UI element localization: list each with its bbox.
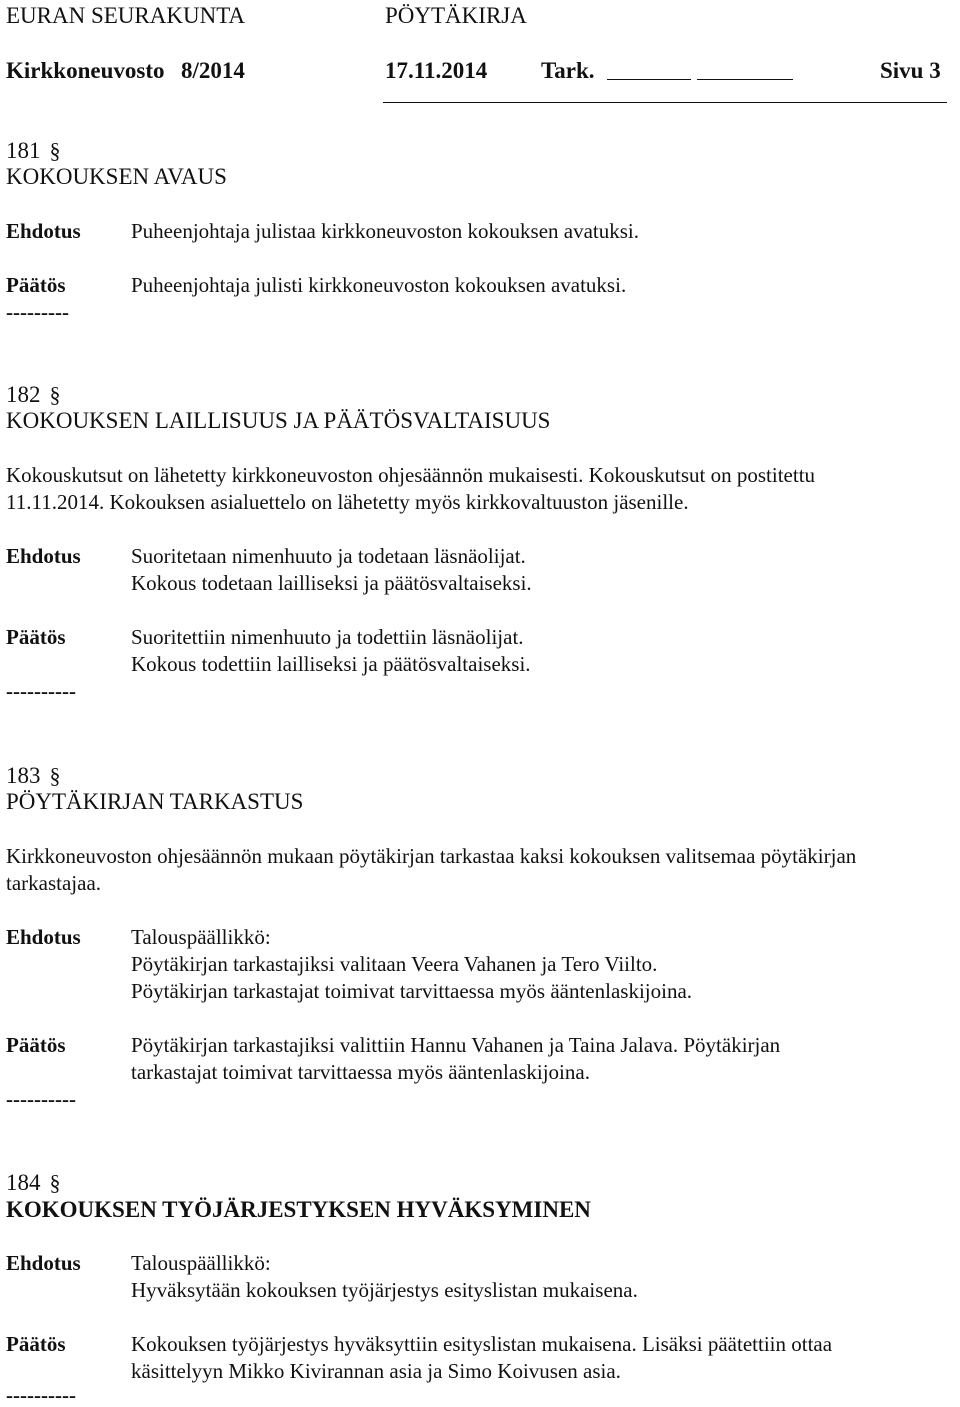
section-separator: ---------- <box>6 1383 76 1407</box>
proposal-text: Hyväksytään kokouksen työjärjestys esityslistan mukaisena. <box>131 1278 638 1302</box>
proposal-label: Ehdotus <box>6 925 81 949</box>
session-number: 8/2014 <box>181 58 245 83</box>
check-label: Tark. <box>541 58 595 83</box>
meeting-date: 17.11.2014 <box>385 58 488 83</box>
decision-text: Puheenjohtaja julisti kirkkoneuvoston kokouksen avatuksi. <box>131 273 627 297</box>
section-separator: ---------- <box>6 1087 76 1111</box>
decision-text: Suoritettiin nimenhuuto ja todettiin läsnäolijat. <box>131 625 524 649</box>
header-rule <box>383 102 947 103</box>
meeting-body: Kirkkoneuvosto <box>6 58 165 83</box>
page-number: Sivu 3 <box>880 58 941 83</box>
decision-text: käsittelyyn Mikko Kivirannan asia ja Simo Koivusen asia. <box>131 1359 621 1383</box>
section-number: 182 § <box>6 382 61 407</box>
intro-text-line: tarkastajaa. <box>6 871 102 895</box>
section-title: KOKOUKSEN AVAUS <box>6 164 227 189</box>
proposal-text: Suoritetaan nimenhuuto ja todetaan läsnäolijat. <box>131 544 526 568</box>
section-sign: § <box>49 138 61 163</box>
intro-text-line: Kokouskutsut on lähetetty kirkkoneuvoston ohjesäännön mukaisesti. Kokouskutsut on postitettu <box>6 463 816 487</box>
intro-text-line: 11.11.2014. Kokouksen asialuettelo on lähetetty myös kirkkovaltuuston jäsenille. <box>6 490 689 514</box>
proposal-text: Pöytäkirjan tarkastajat toimivat tarvittaessa myös ääntenlaskijoina. <box>131 979 693 1003</box>
section-number: 184 § <box>6 1170 61 1195</box>
proposal-text: Talouspäällikkö: <box>131 925 271 949</box>
proposal-label: Ehdotus <box>6 1251 81 1275</box>
decision-label: Päätös <box>6 273 66 297</box>
proposal-label: Ehdotus <box>6 219 81 243</box>
decision-text: Kokouksen työjärjestys hyväksyttiin esityslistan mukaisena. Lisäksi päätettiin ottaa <box>131 1332 833 1356</box>
decision-label: Päätös <box>6 1033 66 1057</box>
section-separator: ---------- <box>6 679 76 703</box>
section-sign: § <box>49 382 61 407</box>
proposal-text: Pöytäkirjan tarkastajiksi valitaan Veera Vahanen ja Tero Viilto. <box>131 952 658 976</box>
section-title: KOKOUKSEN LAILLISUUS JA PÄÄTÖSVALTAISUUS <box>6 408 551 433</box>
proposal-text: Kokous todetaan lailliseksi ja päätösvaltaiseksi. <box>131 571 532 595</box>
decision-text: Kokous todettiin lailliseksi ja päätösvaltaiseksi. <box>131 652 531 676</box>
section-title: PÖYTÄKIRJAN TARKASTUS <box>6 789 304 814</box>
check-signature-line-2 <box>697 79 793 80</box>
decision-text: tarkastajat toimivat tarvittaessa myös ääntenlaskijoina. <box>131 1060 590 1084</box>
section-number: 183 § <box>6 763 61 788</box>
decision-text: Pöytäkirjan tarkastajiksi valittiin Hannu Vahanen ja Taina Jalava. Pöytäkirjan <box>131 1033 781 1057</box>
check-signature-line-1 <box>607 79 691 80</box>
section-title: KOKOUKSEN TYÖJÄRJESTYKSEN HYVÄKSYMINEN <box>6 1197 591 1222</box>
document-type: PÖYTÄKIRJA <box>385 3 527 28</box>
section-sign: § <box>49 763 61 788</box>
decision-label: Päätös <box>6 625 66 649</box>
proposal-label: Ehdotus <box>6 544 81 568</box>
organization-name: EURAN SEURAKUNTA <box>6 3 246 28</box>
intro-text-line: Kirkkoneuvoston ohjesäännön mukaan pöytäkirjan tarkastaa kaksi kokouksen valitsemaa pöytäkirjan <box>6 844 857 868</box>
decision-label: Päätös <box>6 1332 66 1356</box>
section-separator: --------- <box>6 300 69 324</box>
proposal-text: Talouspäällikkö: <box>131 1251 271 1275</box>
section-number: 181 § <box>6 138 61 163</box>
section-sign: § <box>49 1170 61 1195</box>
proposal-text: Puheenjohtaja julistaa kirkkoneuvoston kokouksen avatuksi. <box>131 219 639 243</box>
